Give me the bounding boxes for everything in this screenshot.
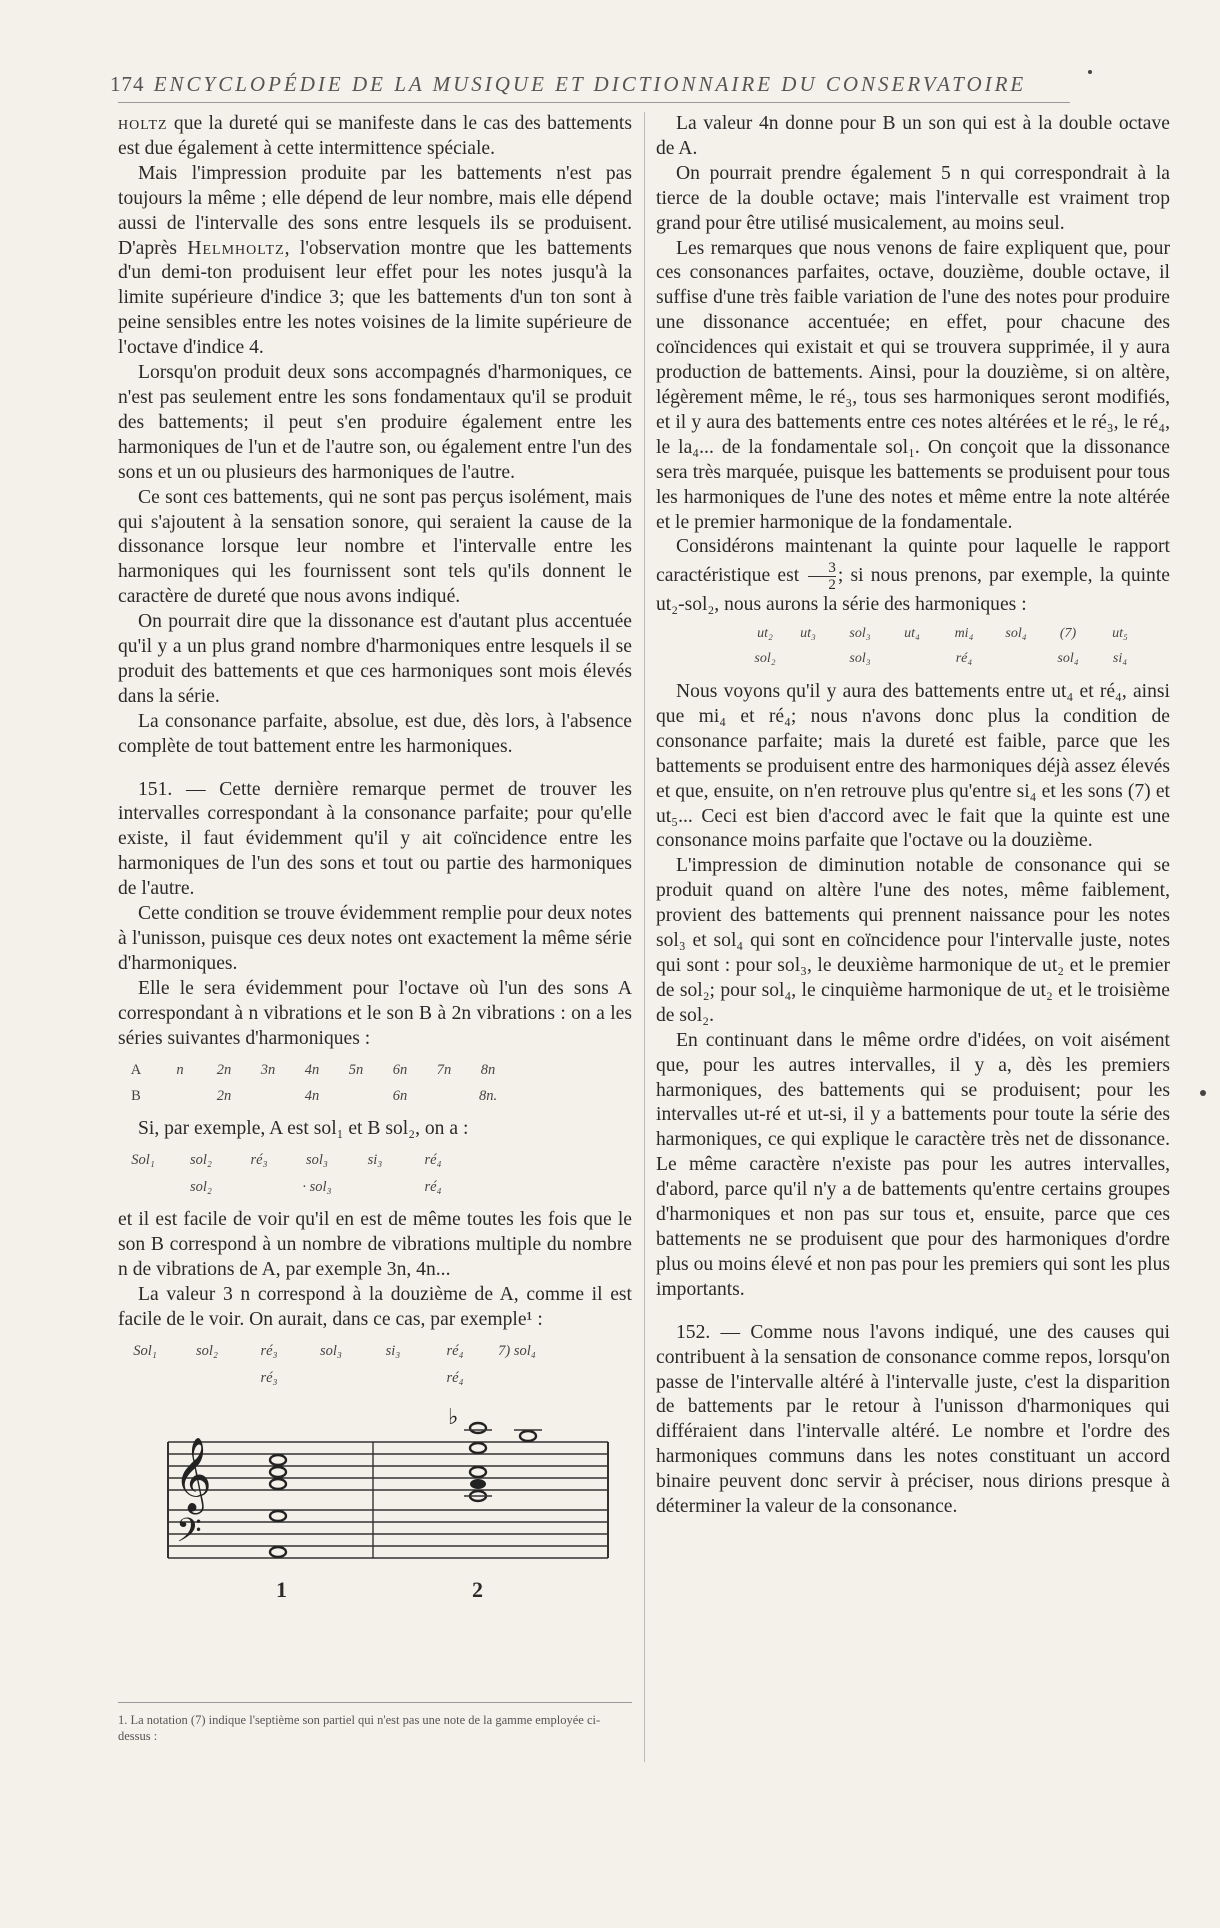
header-rule (118, 102, 1070, 103)
paragraph-text: Mais l'impression produite par les battements n'est pas toujours la même ; elle dépend de leur nombre, mais elle dépend aussi de l'intervalle des sons entre lesquels ils se produisent. D'après (118, 162, 632, 259)
series-cell: n (176, 1061, 184, 1078)
whole-note (520, 1431, 536, 1441)
series-cell: 6n (392, 1088, 408, 1105)
note-cell: sol₃ (306, 1152, 328, 1169)
note-cell: ré₃ (260, 1369, 278, 1386)
right-column (656, 112, 1170, 1520)
note-cell: sol₃ (320, 1342, 342, 1359)
paragraph: Si, par exemple, A est sol₁ et B sol₂, on a : (138, 1118, 469, 1140)
page-number: 174 (110, 72, 145, 96)
author-name: Helmholtz (187, 237, 285, 259)
note-cell: ré₄ (424, 1152, 442, 1169)
series-cell: 2n (216, 1061, 232, 1078)
series-cell: A (130, 1061, 142, 1078)
paragraph (656, 535, 1170, 618)
note-cell: Sol₁ (133, 1342, 157, 1359)
paragraph (118, 112, 632, 162)
harmonic-cell: ut₃ (800, 626, 816, 642)
fraction (808, 560, 836, 593)
harmonic-cell: ut₅ (1112, 626, 1128, 642)
note-cell: ré₄ (446, 1369, 464, 1386)
whole-note (270, 1479, 286, 1489)
series-cell: 8n. (478, 1088, 498, 1105)
paragraph: et il est facile de voir qu'il en est de même toutes les fois que le son B correspond à un nombre de vibrations multiple du nombre n de vibrations de A, par exemple 3n, 4n... (118, 1209, 632, 1280)
running-title: ENCYCLOPÉDIE DE LA MUSIQUE ET DICTIONNAIRE DU CONSERVATOIRE (153, 72, 1027, 96)
paragraph: On pourrait dire que la dissonance est d'autant plus accentuée qu'il y a un plus grand nombre d'harmoniques entre lesquels il se produit des battements et que ces harmoniques sont mois élevés dans la série. (118, 611, 632, 707)
corner-dot (1088, 70, 1092, 74)
note-cell: ré₄ (446, 1342, 464, 1359)
note-cell: · sol₃ (302, 1179, 332, 1196)
whole-note (270, 1547, 286, 1557)
series-cell: 7n (436, 1061, 452, 1078)
paragraph: La valeur 3 n correspond à la douzième de A, comme il est facile de le voir. On aurait, dans ce cas, par exemple¹ : (118, 1283, 632, 1330)
filled-note (470, 1479, 486, 1489)
column-divider (644, 112, 645, 1762)
paragraph: La consonance parfaite, absolue, est due, dès lors, à l'absence complète de tout battement entre les harmoniques. (118, 710, 632, 757)
whole-note (470, 1423, 486, 1433)
harmonic-cell: ut₂ (757, 626, 773, 642)
margin-dot (1200, 1090, 1206, 1096)
paragraph (118, 162, 632, 361)
author-name: holtz (118, 113, 168, 134)
paragraph-text: que la dureté qui se manifeste dans le cas des battements est due également à cette intermittence spéciale. (118, 113, 632, 159)
footnote: 1. La notation (7) indique l'septième son partiel qui n'est pas une note de la gamme employée ci-dessus : (118, 1713, 601, 1743)
section-151: 151. — Cette dernière remarque permet de trouver les intervalles correspondant à la consonance parfaite; pour qu'elle existe, il faut évidemment qu'il y ait coïncidence entre les harmoniques de l'un des sons et tout ou partie des harmoniques de l'autre. (118, 778, 632, 900)
paragraph: Nous voyons qu'il y aura des battements entre ut₄ et ré₄, ainsi que mi₄ et ré₄; nous n'avons donc plus la condition de consonance parfaite; mais la dureté est faible, parce que les battements se produisent entre des harmoniques déjà assez élevés et que, ensuite, on n'en retrouve plus qu'entre si₄ et les sons (7) et ut₅... Ceci est bien d'accord avec le fait que la quinte est une consonance moins parfaite que l'octave ou la douzième. (656, 681, 1170, 852)
paragraph: Elle le sera évidemment pour l'octave où l'un des sons A correspondant à n vibrations et le son B à 2n vibrations : on a les séries suivantes d'harmoniques : (118, 977, 632, 1049)
paragraph: Les remarques que nous venons de faire expliquent que, pour ces consonances parfaites, octave, douzième, double octave, il suffise d'une très faible variation de l'une des notes pour produire une dissonance accentuée; en effet, pour chacune des coïncidences qui existait et qui se trouvera supprimée, il y aura production de battements. Ainsi, pour la douzième, si on altère, légèrement même, le ré₃, tous ses harmoniques seront modifiés, et il y aura des battements entre ces notes altérées et le ré₃, le ré₄, le la₄... de la fondamentale sol₁. On conçoit que la dissonance sera très marquée, puisque les battements se produisent pour tous les harmoniques de l'une des notes et même entre la note altérée et le premier harmonique de la fondamentale. (656, 237, 1170, 533)
whole-note (270, 1467, 286, 1477)
note-cell: sol₂ (190, 1179, 212, 1196)
notes-table-1 (118, 1148, 632, 1200)
paragraph: En continuant dans le même ordre d'idées, on voit aisément que, pour les autres intervalles, il y a, dès les premiers harmoniques, des battements qui se produisent; pour les intervalles ut-ré et ut-si, il y a battements pour toute la série des harmoniques, ce qui explique le caractère très net de dissonance. Le même caractère n'existe pas pour les autres intervalles, d'abord, parce qu'il n'y a de battements qu'entre certains groupes d'harmoniques et non pas sur tous et, ensuite, parce que ces battements ne se produisent que pour des harmoniques d'ordre plus ou moins élevé et non pas pour les premiers qui sont les plus importants. (656, 1029, 1170, 1300)
paragraph: L'impression de diminution notable de consonance qui se produit quand on altère l'une des notes, même faiblement, provient des battements qui prennent naissance pour les notes sol₃ et sol₄ qui sont en coïncidence pour l'intervalle juste, notes qui sont : pour sol₃, le deuxième harmonique de ut₂ et le premier de sol₂; pour sol₄, le cinquième harmonique de ut₂ et le troisième de sol₂. (656, 855, 1170, 1026)
whole-note (470, 1467, 486, 1477)
harmonic-cell: sol₄ (1057, 651, 1079, 667)
paragraph-text: ; si nous prenons, par exemple, la quinte ut₂-sol₂, nous aurons la série des harmoniques : (656, 565, 1170, 616)
paragraph: Ce sont ces battements, qui ne sont pas perçus isolément, mais qui s'ajoutent à la sensation sonore, qui seraient la cause de la dissonance lorsque leur nombre et l'intervalle entre les harmoniques qui les fournissent sont tels qu'ils donnent le caractère de dureté que nous avons indiqué. (118, 486, 632, 608)
treble-clef-icon: 𝄞 (174, 1438, 212, 1513)
harmonic-cell: sol₃ (849, 651, 871, 667)
series-cell: 4n (304, 1061, 320, 1078)
paragraph: La valeur 4n donne pour B un son qui est à la double octave de A. (656, 113, 1170, 159)
fraction-numerator: 3 (808, 560, 836, 577)
whole-note (470, 1443, 486, 1453)
figure-label: 1 (276, 1577, 287, 1603)
paragraph: Cette condition se trouve évidemment remplie pour deux notes à l'unisson, puisque ces deux notes ont exactement la même série d'harmoniques. (118, 903, 632, 974)
left-column (118, 112, 633, 1603)
page-header (110, 72, 1070, 97)
series-table (118, 1058, 632, 1110)
note-cell: 7) sol₄ (498, 1342, 536, 1359)
music-staff-figure (148, 1398, 618, 1603)
paragraph: Lorsqu'on produit deux sons accompagnés d'harmoniques, ce n'est pas seulement entre les sons fondamentaux qu'il se produit des battements; il peut s'en produire également entre les harmoniques de l'un et de l'autre son, ou également entre l'un des sons et un ou plusieurs des harmoniques de l'autre. (118, 362, 632, 483)
note-cell: sol₂ (190, 1152, 212, 1169)
harmonic-cell: si₄ (1112, 651, 1128, 667)
note-cell: ré₄ (424, 1179, 442, 1196)
notes-table-2 (118, 1339, 632, 1391)
series-cell: 2n (216, 1088, 232, 1105)
fraction-denominator: 2 (828, 577, 836, 594)
series-cell: 3n (260, 1061, 276, 1078)
whole-note (270, 1511, 286, 1521)
harmonic-cell: sol₂ (754, 651, 776, 667)
note-cell: si₃ (367, 1152, 383, 1169)
note-cell: ré₃ (250, 1152, 268, 1169)
series-cell: 6n (392, 1061, 408, 1078)
series-cell: B (131, 1088, 141, 1105)
paragraph-text: Considérons maintenant la quinte pour laquelle le rapport caractéristique est (656, 536, 1170, 587)
note-cell: sol₂ (196, 1342, 218, 1359)
harmonic-cell: ré₄ (955, 651, 973, 667)
footnote-rule (118, 1702, 632, 1703)
series-cell: 8n (480, 1061, 496, 1078)
harmonic-cell: (7) (1059, 626, 1077, 642)
whole-note (270, 1455, 286, 1465)
harmonic-cell: mi₄ (954, 626, 974, 642)
paragraph-text: , l'observation montre que les battements d'un demi-ton produisent leur effet pour les notes jusqu'à la limite supérieure d'indice 3; que les battements d'un ton sont à peine sensibles entre les notes voisines de la limite supérieure de l'octave d'indice 4. (118, 237, 633, 359)
section-152: 152. — Comme nous l'avons indiqué, une des causes qui contribuent à la sensation de consonance comme repos, lorsqu'on passe de l'intervalle altéré à l'intervalle juste, c'est la disparition de battements par le retour à l'unisson d'harmoniques qui différaient dans l'intervalle altéré. Le nombre et l'ordre des harmoniques communs dans les notes constituant un accord binaire peuvent donc servir à préciser, nous dirions presque à déterminer la valeur de la consonance. (656, 1321, 1170, 1518)
note-cell: si₃ (385, 1342, 401, 1359)
harmonic-cell: sol₄ (1005, 626, 1027, 642)
series-cell: 5n (348, 1061, 364, 1078)
paragraph: On pourrait prendre également 5 n qui correspondrait à la tierce de la double octave; mais l'intervalle est vraiment trop grand pour être utilisé musicalement, au moins seul. (656, 162, 1170, 234)
note-cell: ré₃ (260, 1342, 278, 1359)
harmonic-cell: ut₄ (904, 626, 920, 642)
note-cell: Sol₁ (131, 1152, 155, 1169)
figure-label: 2 (472, 1577, 483, 1603)
harmonic-cell: sol₃ (849, 626, 871, 642)
harmonics-ratio-table (718, 622, 1170, 672)
bass-clef-icon: 𝄢 (176, 1512, 202, 1559)
music-staff-svg (148, 1398, 618, 1578)
flat-sign-icon: ♭ (448, 1404, 459, 1430)
series-cell: 4n (304, 1088, 320, 1105)
